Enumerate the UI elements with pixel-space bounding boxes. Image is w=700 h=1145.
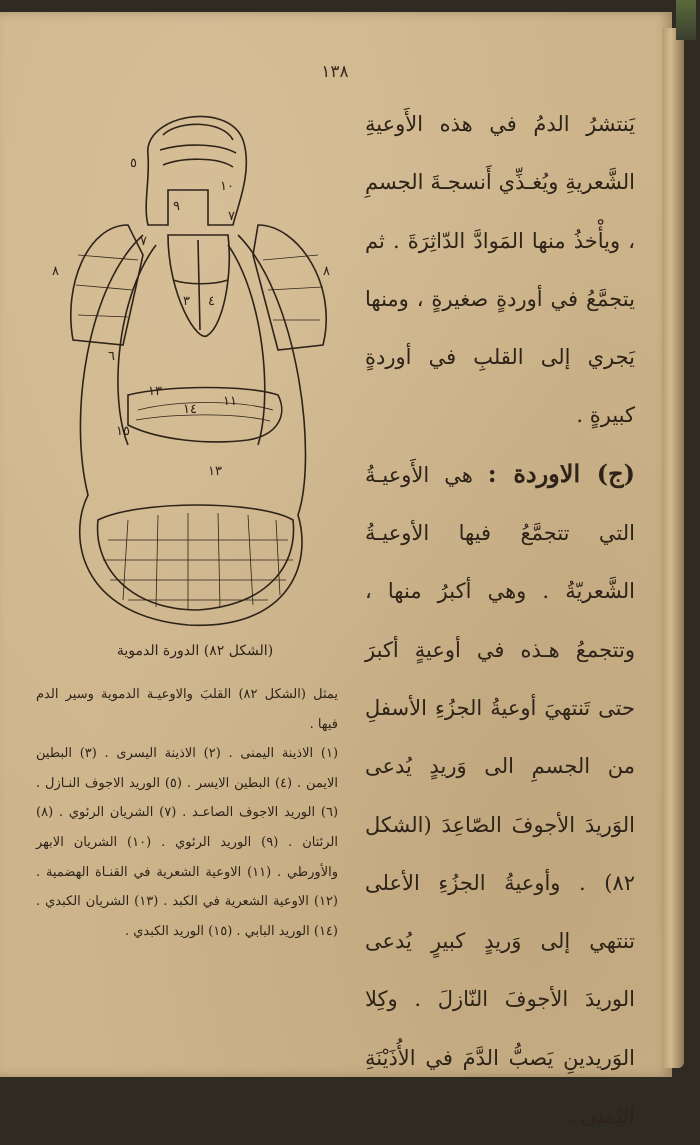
figure-label-13b: ١٣ <box>208 464 222 479</box>
figure-label-5: ٥ <box>130 156 137 171</box>
figure-label-9: ٩ <box>173 199 180 214</box>
figure-label-14: ١٤ <box>183 402 197 417</box>
paragraph-veins <box>365 445 635 1145</box>
figure-label-7: ٧ <box>228 209 235 224</box>
figure-label-8-left: ٨ <box>52 264 59 279</box>
legend-items: (١) الاذينة اليمنى . (٢) الاذينة اليسرى . (٣) البطين الايمن . (٤) البطين الايسر . (٥) الوريد الاجوف النـازل . (٦) الوريد الاجوف الصاعـد . (٧) الشريان الرئوي . (٨) الرئتان . (٩) الوريد الرئوي . (١٠) الشريان الابهر والأورطي . (١١) الاوعية الشعرية في القنـاة الهضمية . (١٢) الاوعية الشعرية في الكبد . (١٣) الشريان الكبدي . (١٤) الوريد البابي . (١٥) الوريد الكبدي . <box>36 746 339 939</box>
paragraph-capillaries: يَنتشرُ الدمُ في هذه الأَوعيةِ الشَّعريةِ ويُغـذِّي أَنسجـةَ الجسمِ ، ويأْخذُ منها المَوادَّ الدّاثِرَةَ . ثم يتجمَّعُ في أوردةٍ صغيرةٍ ، ومنها يَجري إلى القلبِ في أوردةٍ كبيرةٍ . <box>365 112 635 428</box>
figure-label-10: ١٠ <box>220 179 234 194</box>
page-edge <box>662 28 684 1068</box>
legend-intro: يمثل (الشكل ٨٢) القلبَ والاوعيـة الدموية وسير الدم فيها . <box>36 687 338 732</box>
figure-label-3: ٣ <box>183 294 190 309</box>
circulation-diagram <box>48 95 338 635</box>
figure-legend <box>36 680 338 946</box>
figure-label-13: ١٣ <box>148 384 162 399</box>
upper-capillaries <box>163 124 233 140</box>
section-heading-veins: (ج) الاوردة : <box>487 458 635 488</box>
color-calibration-strip <box>676 0 696 40</box>
left-lung <box>71 225 143 345</box>
figure-label-15: ١٥ <box>116 424 130 439</box>
page-number: ١٣٨ <box>321 62 349 82</box>
paragraph-veins-text: هي الأَوعيـةُ التي تتجمَّعُ فيها الأوعيـةُ الشَّعريّةُ . وهي أكبرُ منها ، وتتجمعُ هـذه في أوعيةٍ أكبرَ حتى تَنتهيَ أوعيةُ الجزُءِ الأسفلِ من الجسمِ الى وَريدٍ يُدعى الوَريدَ الأجوفَ الصّاعِدَ (الشكل ٨٢) . وأوعيةُ الجزُءِ الأعلى تنتهي إلى وَريدٍ كبيرٍ يُدعى الوريدَ الأجوفَ النّازلَ . وكِلا الوَريدينِ يَصبُّ الدَّمَ في الأُذَيْنَةِ اليُمنى . <box>365 462 635 1129</box>
figure-caption: (الشكل ٨٢) الدورة الدموية <box>116 643 274 659</box>
figure-label-8-right: ٨ <box>323 264 330 279</box>
figure-label-7b: ٧ <box>140 234 147 249</box>
liver-capillaries <box>98 505 294 610</box>
figure-label-11: ١١ <box>223 394 237 409</box>
figure-label-6: ٦ <box>108 349 115 364</box>
figure-label-4: ٤ <box>208 294 215 309</box>
main-text-column <box>365 95 635 1145</box>
